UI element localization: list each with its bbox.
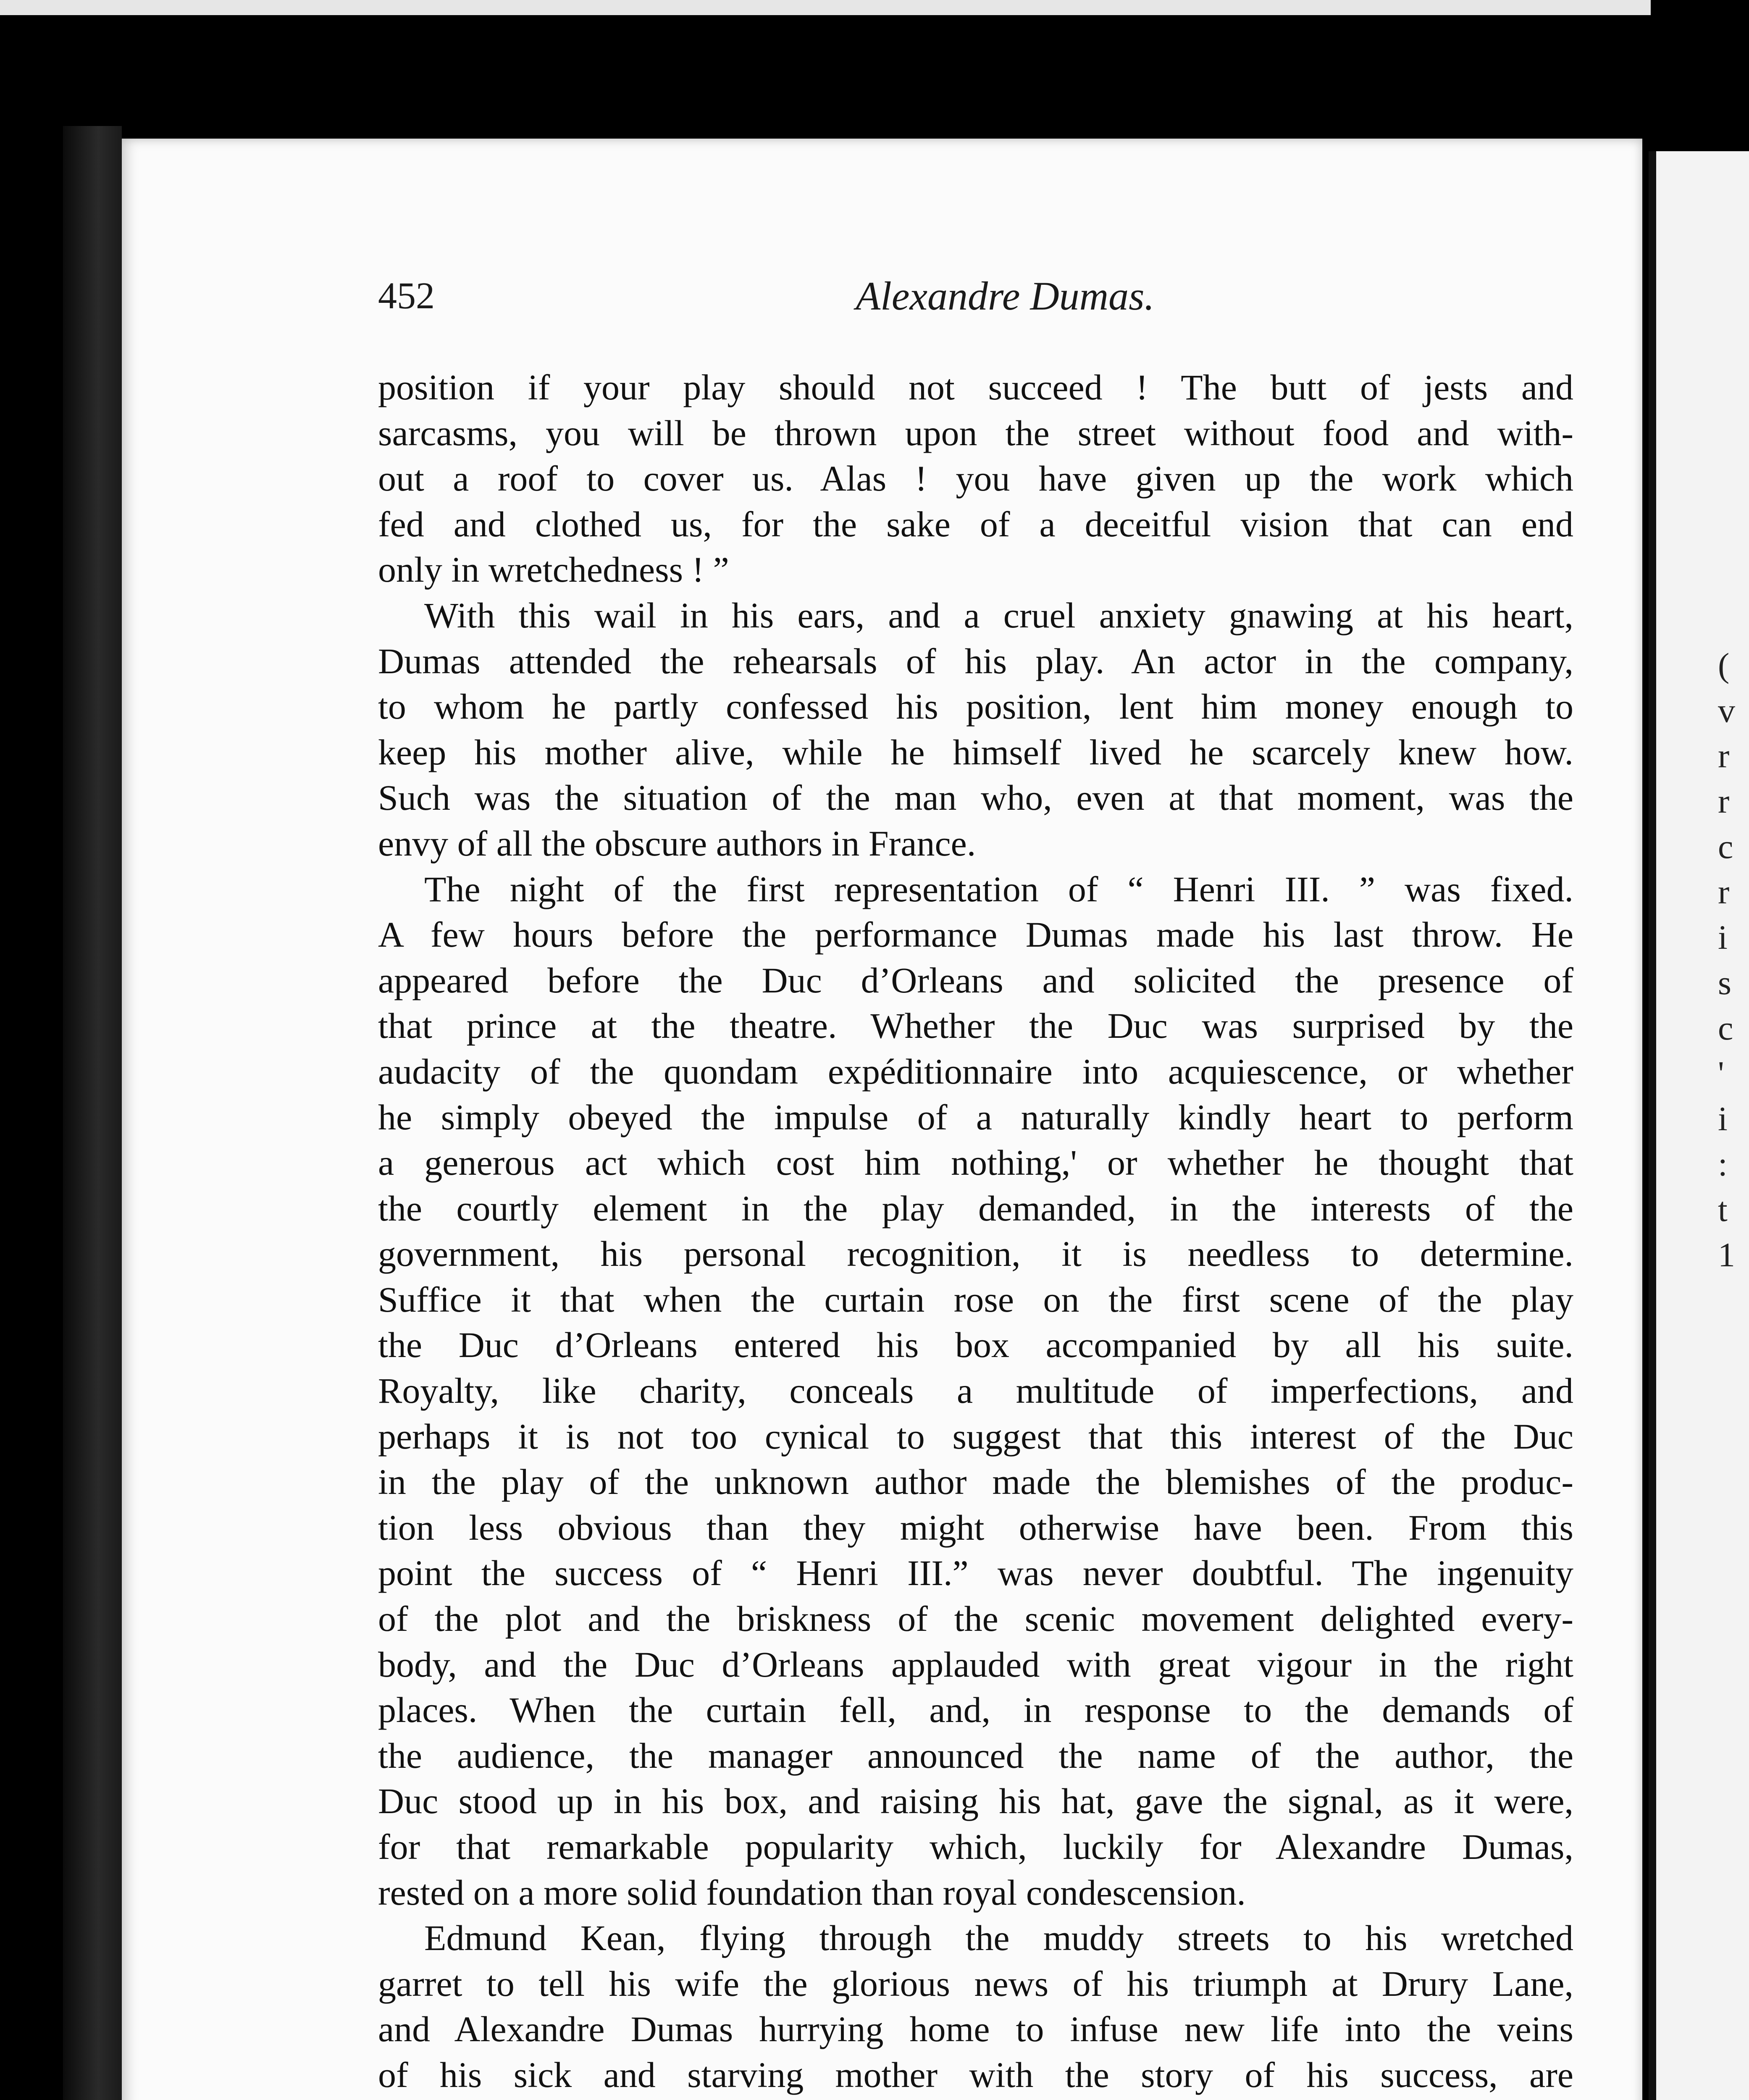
text-line: Suffice it that when the curtain rose on the first scene of the play	[378, 1279, 1573, 1320]
text-line: envy of all the obscure authors in France.	[378, 823, 976, 864]
text-line: places. When the curtain fell, and, in response to the demands of	[378, 1690, 1573, 1730]
text-line: the audience, the manager announced the name of the author, the	[378, 1735, 1573, 1776]
text-line: of the plot and the briskness of the scenic movement delighted every-	[378, 1599, 1573, 1639]
body-text	[378, 365, 1573, 2100]
text-line: Dumas attended the rehearsals of his play. An actor in the company,	[378, 640, 1573, 681]
book-binding-gutter	[63, 126, 122, 2100]
text-line: The night of the first representation of “ Henri III. ” was fixed.	[424, 869, 1573, 909]
text-line: Royalty, like charity, conceals a multitude of imperfections, and	[378, 1370, 1573, 1411]
text-line: for that remarkable popularity which, luckily for Alexandre Dumas,	[378, 1827, 1573, 1867]
text-line: government, his personal recognition, it is needless to determine.	[378, 1234, 1573, 1274]
text-line: that prince at the theatre. Whether the Duc was surprised by the	[378, 1005, 1573, 1046]
text-line: Edmund Kean, flying through the muddy streets to his wretched	[424, 1918, 1573, 1958]
text-line: With this wail in his ears, and a cruel anxiety gnawing at his heart,	[424, 595, 1573, 635]
text-line: body, and the Duc d’Orleans applauded with great vigour in the right	[378, 1644, 1573, 1685]
text-line: perhaps it is not too cynical to suggest that this interest of the Duc	[378, 1416, 1573, 1457]
facing-page-glyphs: ( v r r c r i s c ' i : t 1	[1718, 646, 1735, 1274]
text-line: to whom he partly confessed his position, lent him money enough to	[378, 686, 1573, 727]
text-line: fed and clothed us, for the sake of a deceitful vision that can end	[378, 504, 1573, 544]
text-line: of his sick and starving mother with the story of his success, are	[378, 2054, 1573, 2095]
text-line: A few hours before the performance Dumas made his last throw. He	[378, 914, 1573, 955]
text-line: only in wretchedness ! ”	[378, 549, 729, 590]
running-head	[378, 269, 1573, 323]
text-line: sarcasms, you will be thrown upon the street without food and with-	[378, 412, 1573, 453]
text-line: appeared before the Duc d’Orleans and solicited the presence of	[378, 960, 1573, 1000]
text-line: the courtly element in the play demanded, in the interests of the	[378, 1188, 1573, 1228]
text-line: point the success of “ Henri III.” was never doubtful. The ingenuity	[378, 1553, 1573, 1593]
text-line: audacity of the quondam expéditionnaire into acquiescence, or whether	[378, 1051, 1573, 1092]
text-line: Such was the situation of the man who, even at that moment, was the	[378, 777, 1573, 818]
text-line: tion less obvious than they might otherwise have been. From this	[378, 1507, 1573, 1548]
running-title: Alexandre Dumas.	[856, 273, 1155, 318]
text-line: Duc stood up in his box, and raising his hat, gave the signal, as it were,	[378, 1781, 1573, 1822]
text-line: rested on a more solid foundation than royal condescension.	[378, 1872, 1246, 1913]
text-line	[378, 2098, 1573, 2100]
text-line: position if your play should not succeed ! The butt of jests and	[378, 367, 1573, 407]
text-line: the Duc d’Orleans entered his box accompanied by all his suite.	[378, 1325, 1573, 1365]
text-line: keep his mother alive, while he himself lived he scarcely knew how.	[378, 732, 1573, 772]
text-line: he simply obeyed the impulse of a naturally kindly heart to perform	[378, 1097, 1573, 1137]
text-line: garret to tell his wife the glorious news of his triumph at Drury Lane,	[378, 1963, 1573, 2004]
top-page-edge	[0, 0, 1651, 15]
page-number: 452	[378, 275, 435, 317]
text-line: and Alexandre Dumas hurrying home to infuse new life into the veins	[378, 2009, 1573, 2050]
text-line: a generous act which cost him nothing,' or whether he thought that	[378, 1142, 1573, 1183]
text-line: in the play of the unknown author made the blemishes of the produc-	[378, 1462, 1573, 1502]
text-line: out a roof to cover us. Alas ! you have given up the work which	[378, 458, 1573, 499]
